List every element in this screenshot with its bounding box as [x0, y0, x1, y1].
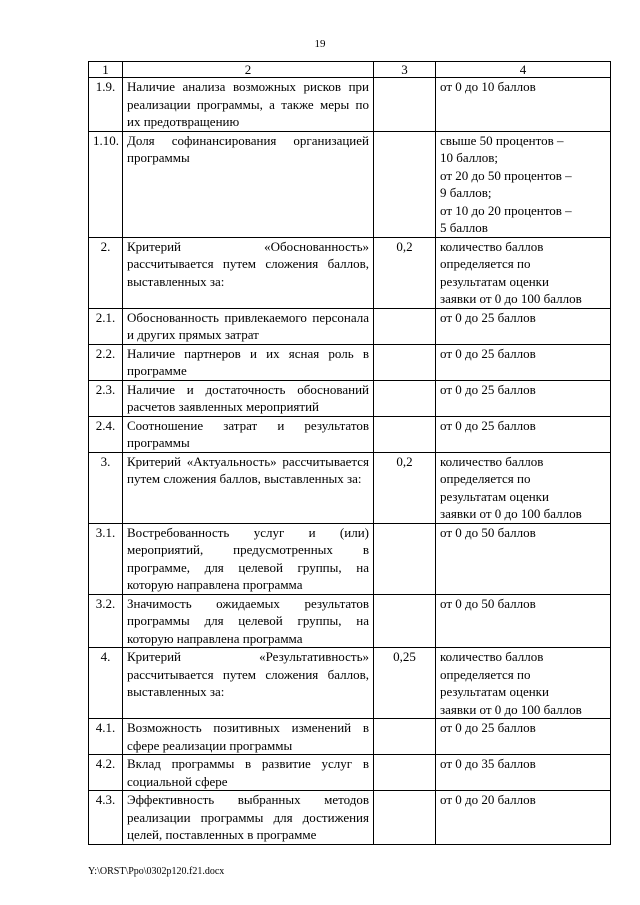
table-row: [89, 131, 611, 237]
criterion-name: Наличие и достаточность обоснований расчетов заявленных мероприятий: [123, 380, 374, 416]
table-row: [89, 523, 611, 594]
score-line: от 20 до 50 процентов –: [440, 167, 572, 183]
score-line: от 0 до 35 баллов: [440, 756, 536, 771]
score-line: заявки от 0 до 100 баллов: [440, 291, 582, 306]
score-cell: [436, 380, 611, 416]
item-number: 2.1.: [89, 308, 123, 344]
criterion-name: Обоснованность привлекаемого персонала и других прямых затрат: [123, 308, 374, 344]
table-row: [89, 78, 611, 132]
footer-file-path: Y:\ORST\Ppo\0302p120.f21.docx: [88, 866, 225, 877]
column-header: 2: [123, 62, 374, 78]
criterion-name: Востребованность услуг и (или) мероприятий, предусмотренных в программе, для целевой группы, на которую направлена программа: [123, 523, 374, 594]
score-line: количество баллов: [440, 238, 544, 254]
criteria-table: [88, 61, 611, 845]
criterion-weight: 0,2: [374, 237, 436, 308]
table-row: [89, 416, 611, 452]
criterion-name: Значимость ожидаемых результатов программы для целевой группы, на которую направлена программа: [123, 594, 374, 648]
score-line: количество баллов: [440, 649, 544, 664]
criterion-weight: [374, 380, 436, 416]
item-number: 4.: [89, 648, 123, 719]
criterion-name: Доля софинансирования организацией программы: [123, 131, 374, 237]
score-line: от 0 до 10 баллов: [440, 79, 536, 94]
item-number: 1.9.: [89, 78, 123, 132]
criterion-weight: 0,25: [374, 648, 436, 719]
score-cell: [436, 791, 611, 845]
column-header: 3: [374, 62, 436, 78]
score-line: результатам оценки: [440, 684, 549, 699]
criterion-weight: [374, 131, 436, 237]
criterion-weight: 0,2: [374, 452, 436, 523]
criterion-name: Соотношение затрат и результатов программы: [123, 416, 374, 452]
item-number: 2.4.: [89, 416, 123, 452]
item-number: 2.2.: [89, 344, 123, 380]
table-row: [89, 308, 611, 344]
score-cell: [436, 719, 611, 755]
table-row: [89, 380, 611, 416]
score-cell: [436, 648, 611, 719]
criterion-weight: [374, 308, 436, 344]
column-header: 4: [436, 62, 611, 78]
criterion-name: Наличие партнеров и их ясная роль в программе: [123, 344, 374, 380]
item-number: 4.1.: [89, 719, 123, 755]
score-line: определяется по: [440, 471, 531, 486]
item-number: 3.1.: [89, 523, 123, 594]
criterion-weight: [374, 78, 436, 132]
score-line: от 0 до 25 баллов: [440, 345, 536, 361]
score-line: результатам оценки: [440, 488, 549, 504]
score-cell: [436, 416, 611, 452]
score-line: от 0 до 25 баллов: [440, 309, 536, 325]
score-cell: [436, 452, 611, 523]
table-header-row: [89, 62, 611, 78]
item-number: 2.3.: [89, 380, 123, 416]
score-cell: [436, 78, 611, 132]
table-row: [89, 344, 611, 380]
score-cell: [436, 594, 611, 648]
criterion-name: Вклад программы в развитие услуг в социальной сфере: [123, 755, 374, 791]
score-line: от 10 до 20 процентов –: [440, 202, 572, 218]
criterion-name: Критерий «Результативность» рассчитывается путем сложения баллов, выставленных за:: [123, 648, 374, 719]
score-line: заявки от 0 до 100 баллов: [440, 506, 582, 521]
criterion-name: Наличие анализа возможных рисков при реализации программы, а также меры по их предотвращению: [123, 78, 374, 132]
score-line: заявки от 0 до 100 баллов: [440, 701, 582, 717]
score-line: свыше 50 процентов –: [440, 132, 564, 148]
score-line: 9 баллов;: [440, 185, 492, 200]
item-number: 3.: [89, 452, 123, 523]
table-body: [89, 78, 611, 845]
table-row: [89, 452, 611, 523]
score-line: от 0 до 50 баллов: [440, 595, 536, 611]
criterion-weight: [374, 791, 436, 845]
score-cell: [436, 237, 611, 308]
criterion-name: Критерий «Обоснованность» рассчитывается путем сложения баллов, выставленных за:: [123, 237, 374, 308]
criterion-name: Критерий «Актуальность» рассчитывается путем сложения баллов, выставленных за:: [123, 452, 374, 523]
score-line: от 0 до 25 баллов: [440, 381, 536, 397]
score-line: 5 баллов: [440, 220, 488, 235]
criterion-weight: [374, 594, 436, 648]
item-number: 1.10.: [89, 131, 123, 237]
criterion-name: Эффективность выбранных методов реализации программы для достижения целей, поставленных в программе: [123, 791, 374, 845]
criterion-name: Возможность позитивных изменений в сфере реализации программы: [123, 719, 374, 755]
score-line: количество баллов: [440, 453, 544, 469]
score-line: результатам оценки: [440, 273, 549, 289]
score-line: от 0 до 25 баллов: [440, 417, 536, 433]
score-cell: [436, 755, 611, 791]
table-row: [89, 791, 611, 845]
score-cell: [436, 308, 611, 344]
table-row: [89, 755, 611, 791]
table-row: [89, 594, 611, 648]
criterion-weight: [374, 755, 436, 791]
score-cell: [436, 131, 611, 237]
page-number: 19: [314, 38, 326, 50]
score-line: определяется по: [440, 666, 531, 682]
item-number: 4.3.: [89, 791, 123, 845]
criterion-weight: [374, 416, 436, 452]
table-row: [89, 648, 611, 719]
column-header: 1: [89, 62, 123, 78]
score-line: от 0 до 25 баллов: [440, 720, 536, 735]
score-cell: [436, 523, 611, 594]
score-line: 10 баллов;: [440, 150, 498, 165]
item-number: 3.2.: [89, 594, 123, 648]
criterion-weight: [374, 344, 436, 380]
score-line: от 0 до 20 баллов: [440, 792, 536, 807]
item-number: 4.2.: [89, 755, 123, 791]
score-cell: [436, 344, 611, 380]
table-row: [89, 237, 611, 308]
item-number: 2.: [89, 237, 123, 308]
table-row: [89, 719, 611, 755]
criterion-weight: [374, 719, 436, 755]
criterion-weight: [374, 523, 436, 594]
score-line: от 0 до 50 баллов: [440, 524, 536, 540]
score-line: определяется по: [440, 256, 531, 271]
